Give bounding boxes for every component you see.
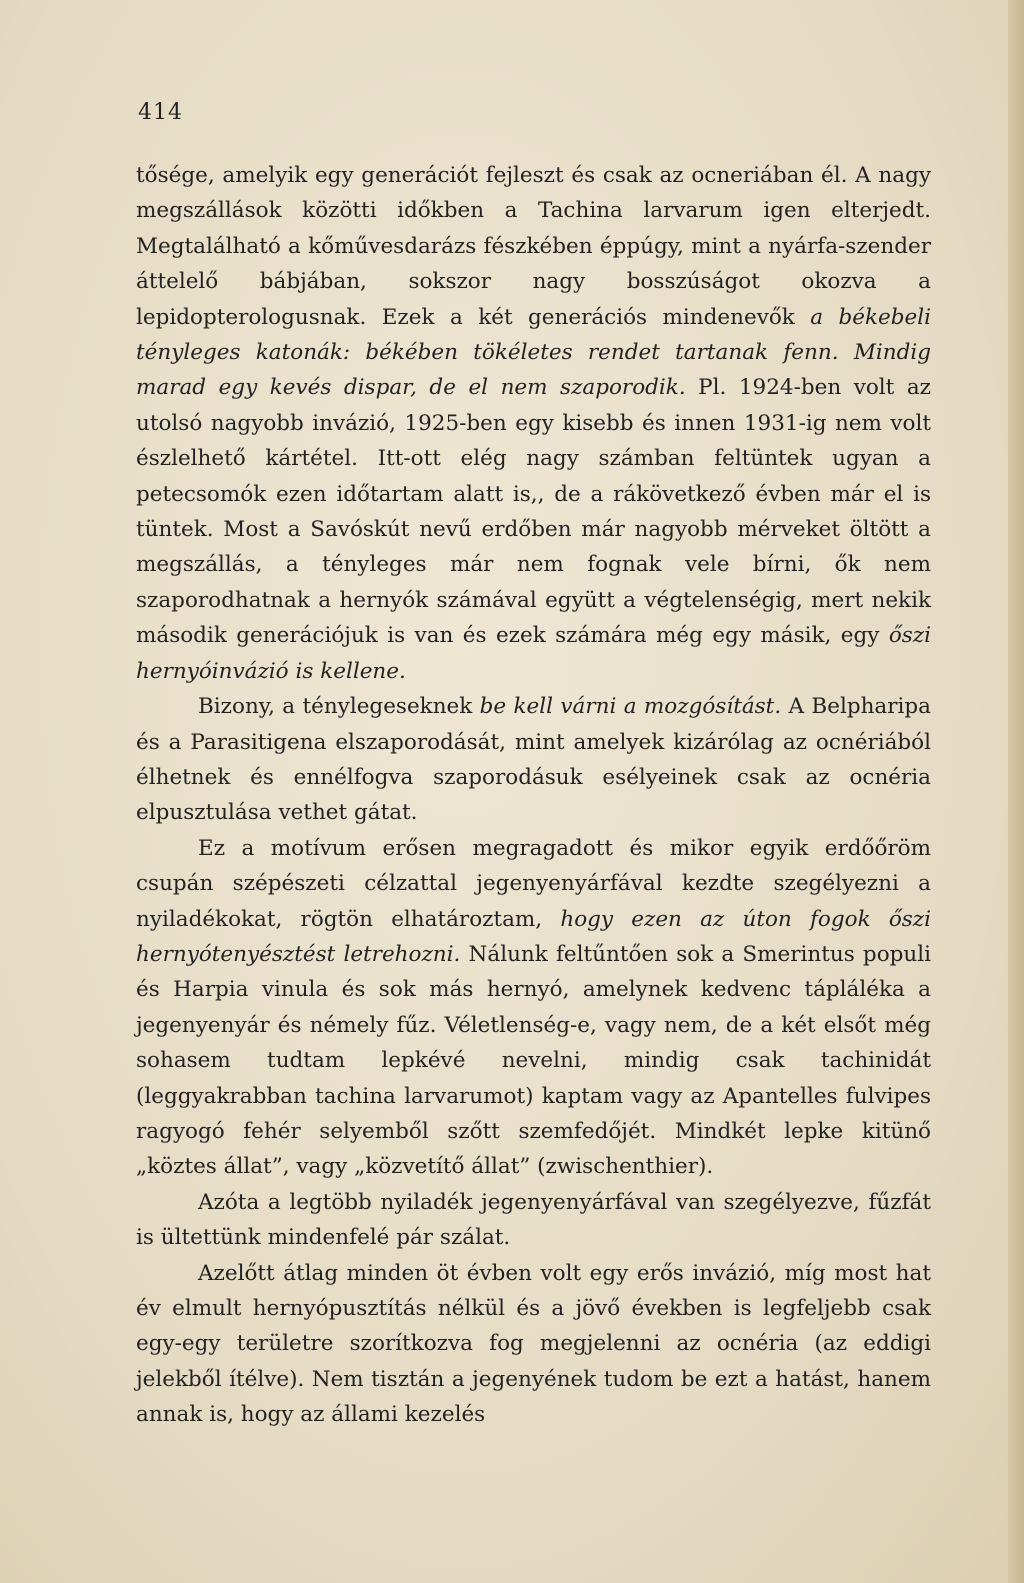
text-run: Ez a motívum erősen megragadott és mikor egyik erdőőröm csupán szépészeti célzattal jegenyenyárfával kezdte szegélyezni a nyiladékokat, rögtön elhatároztam, [136,835,931,932]
paragraph [136,831,931,1185]
text-run: Nálunk feltűntően sok a Smerintus populi és Harpia vinula és sok más hernyó, amelynek kedvenc tápláléka a jegenyenyár és némely fűz. Véletlenség-e, vagy nem, de a két elsőt még sohasem tudtam lepkévé nevelni, mindig csak tachinidát (leggyakrabban tachina larvarumot) kaptam vagy az Apantelles fulvipes ragyogó fehér selyemből szőtt szemfedőjét. Mindkét lepke kitünő „köztes állat”, vagy „közvetítő állat” (zwischenthier). [136,941,931,1180]
paragraph [136,689,931,831]
paragraph [136,158,931,689]
italic-text: őszi hernyóinvázió is kellene. [136,623,931,684]
body-text [136,158,931,1433]
italic-text: a békebeli tényleges katonák: békében tökéletes rendet tartanak fenn. Mindig marad egy kevés dispar, de el nem szaporodik. [136,304,932,401]
text-run: tősége, amelyik egy generációt fejleszt és csak az ocneriában él. A nagy megszállások közötti időkben a Tachina larvarum igen elterjedt. Megtalálható a kőművesdarázs fészkében éppúgy, mint a nyárfa-szender áttelelő bábjában, sokszor nagy bosszúságot okozva a lepidopterologusnak. Ezek a két generációs mindenevők [136,163,931,330]
paragraph [136,1185,931,1256]
text-run: Pl. 1924-ben volt az utolsó nagyobb invázió, 1925-ben egy kisebb és innen 1931-ig nem volt észlelhető kártétel. Itt-ott elég nagy számban feltüntek ugyan a petecsomók ezen időtartam alatt is,, de a rákövetkező évben már el is tüntek. Most a Savóskút nevű erdőben már nagyobb mérveket öltött a megszállás, a tényleges már nem fognak vele bírni, ők nem szaporodhatnak a hernyók számával együtt a végtelenségig, mert nekik második generációjuk is van és ezek számára még egy másik, egy [136,375,931,649]
paragraph [136,1256,931,1433]
italic-text: hogy ezen az úton fogok őszi hernyótenyésztést letrehozni. [136,906,931,967]
text-run: Azóta a legtöbb nyiladék jegenyenyárfával van szegélyezve, fűzfát is ültettünk mindenfelé pár szálat. [136,1189,931,1251]
text-run: Bizony, a ténylegeseknek [198,694,480,720]
page-edge-shadow [1008,0,1024,1583]
text-run: Azelőtt átlag minden öt évben volt egy erős invázió, míg most hat év elmult hernyópusztítás nélkül és a jövő években is legfeljebb csak egy-egy területre szorítkozva fog megjelenni az ocnéria (az eddigi jelekből ítélve). Nem tisztán a jegenyének tudom be ezt a hatást, hanem annak is, hogy az állami kezelés [136,1260,931,1428]
text-run: A Belpharipa és a Parasitigena elszaporodását, mint amelyek kizárólag az ocnériából élhetnek és ennélfogva szaporodásuk esélyeinek csak az ocnéria elpusztulása vethet gátat. [136,694,931,826]
page-number: 414 [138,100,183,125]
italic-text: be kell várni a mozgósítást. [479,694,782,720]
